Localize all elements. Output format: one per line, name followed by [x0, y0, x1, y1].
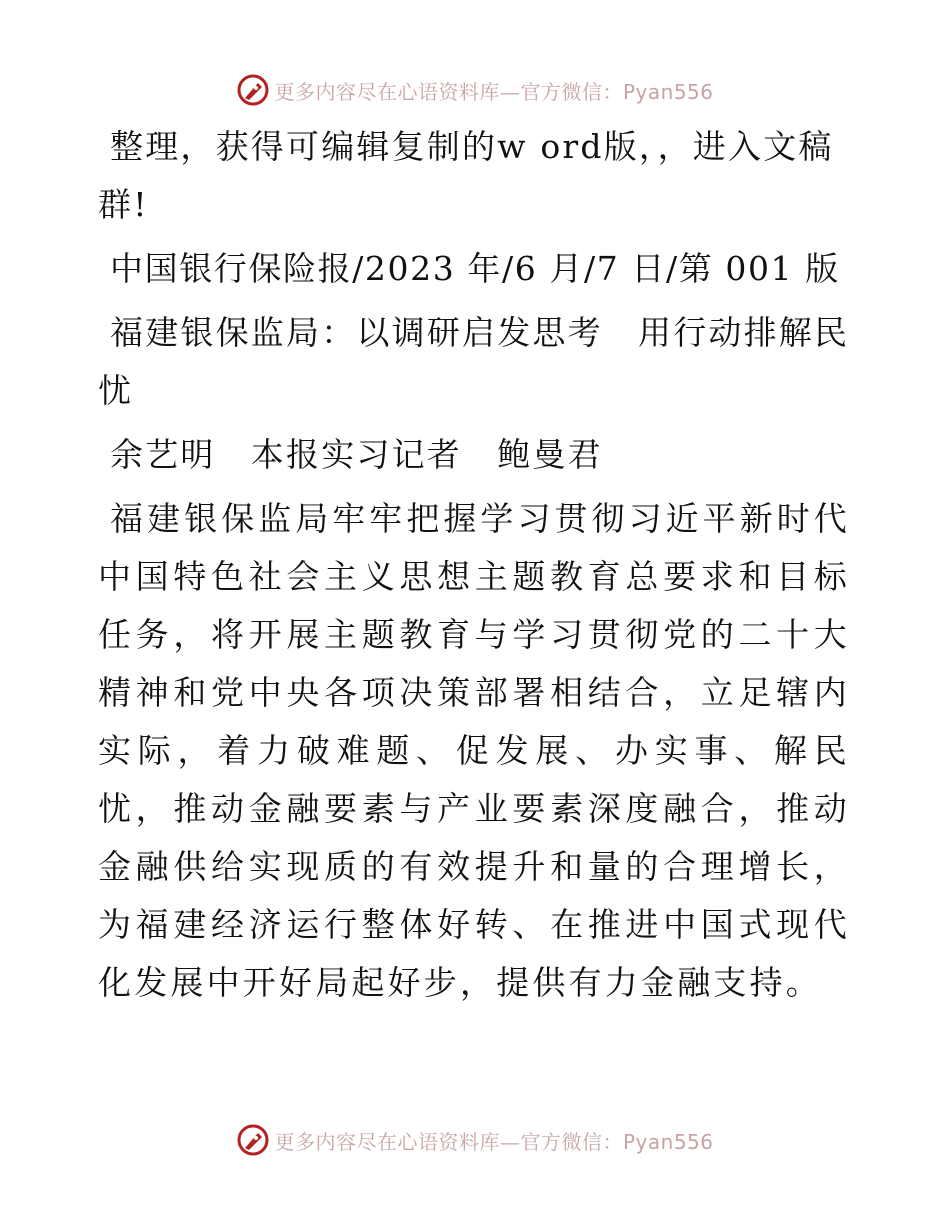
- article-title: 福建银保监局：以调研启发思考 用行动排解民忧: [98, 313, 850, 410]
- footer-watermark-banner: [0, 1120, 950, 1160]
- pen-nib-logo-icon: [236, 73, 270, 107]
- document-body: [98, 118, 850, 1018]
- banner-text: [274, 76, 713, 105]
- source-line: 中国银行保险报/2023 年/6 月/7 日/第 001 版: [110, 249, 840, 288]
- banner-wechat-id: Pyan556: [622, 79, 714, 104]
- intro-paragraph: 整理，获得可编辑复制的w ord版，，进入文稿群!: [98, 127, 834, 224]
- banner-text: [274, 1126, 713, 1155]
- banner-wechat-id: Pyan556: [622, 1129, 714, 1154]
- body-paragraph: 福建银保监局牢牢把握学习贯彻习近平新时代中国特色社会主义思想主题教育总要求和目标任务，将开展主题教育与学习贯彻党的二十大精神和党中央各项决策部署相结合，立足辖内实际，着力破难题、促发展、办实事、解民忧，推动金融要素与产业要素深度融合，推动金融供给实现质的有效提升和量的合理增长，为福建经济运行整体好转、在推进中国式现代化发展中开好局起好步，提供有力金融支持。: [98, 499, 850, 1002]
- pen-nib-logo-icon: [236, 1123, 270, 1157]
- header-watermark-banner: [0, 70, 950, 110]
- author-line: 余艺明 本报实习记者 鲍曼君: [110, 435, 603, 474]
- banner-text-cn: 更多内容尽在心语资料库—官方微信：: [274, 79, 623, 104]
- banner-text-cn: 更多内容尽在心语资料库—官方微信：: [274, 1129, 623, 1154]
